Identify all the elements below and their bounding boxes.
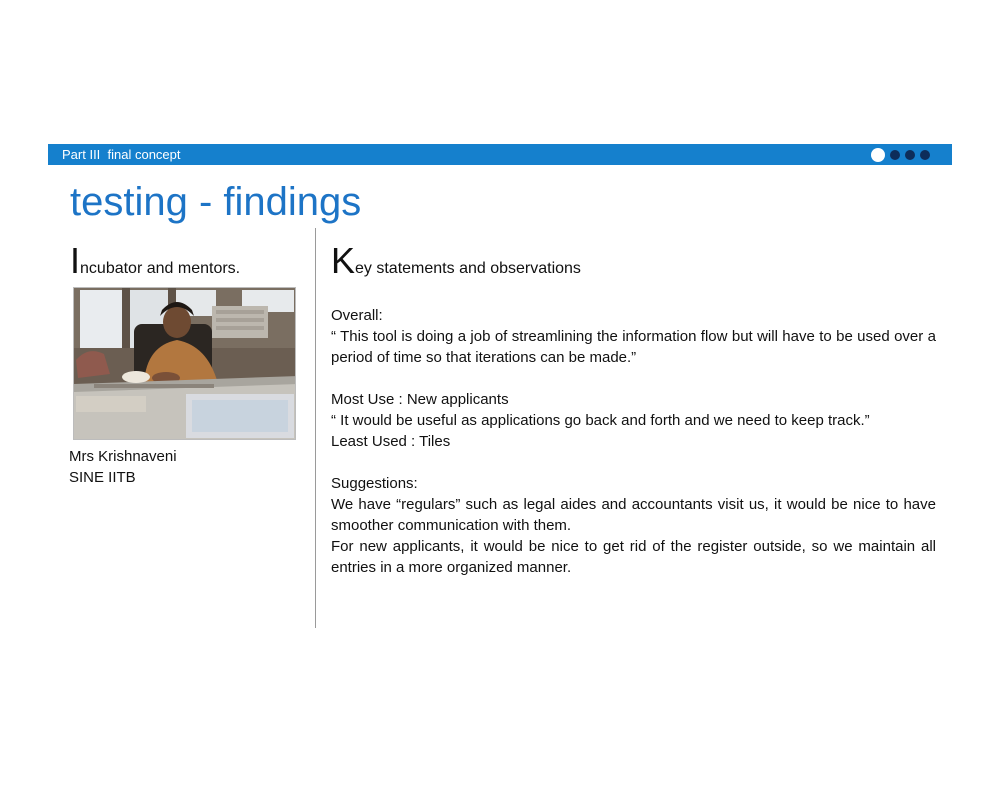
overall-label: Overall: [331,307,383,324]
progress-dots [871,147,930,162]
left-heading-text: ncubator and mentors. [80,260,241,277]
person-organization: SINE IITB [69,469,136,486]
person-name: Mrs Krishnaveni [69,448,177,465]
most-use: Most Use : New applicants [331,391,509,408]
right-heading-text: ey statements and observations [355,260,581,277]
least-used: Least Used : Tiles [331,433,451,450]
section-header-bar [48,144,952,165]
suggestion-2: For new applicants, it would be nice to get rid of the register outside, so we maintain all entries in a more organized manner. [331,538,936,576]
overall-quote: “ This tool is doing a job of streamlining the information flow but will have to be used over a period of time so that iterations can be made.” [331,328,936,366]
observations-text [331,305,936,578]
suggestions-label: Suggestions: [331,475,418,492]
section-label: Part III final concept [62,147,181,162]
progress-dot-4 [920,150,930,160]
progress-dot-2 [890,150,900,160]
right-heading-initial: K [331,240,356,281]
left-column-heading [70,240,241,286]
progress-dot-1 [871,148,885,162]
column-divider [315,228,316,628]
page-title: testing - findings [70,180,362,224]
suggestion-1: We have “regulars” such as legal aides and accountants visit us, it would be nice to have smoother communication with them. [331,496,936,534]
progress-dot-3 [905,150,915,160]
most-use-quote: “ It would be useful as applications go back and forth and we need to keep track.” [331,412,870,429]
right-column-heading [331,240,581,286]
left-heading-initial: I [70,240,81,281]
interview-photo [73,287,296,440]
